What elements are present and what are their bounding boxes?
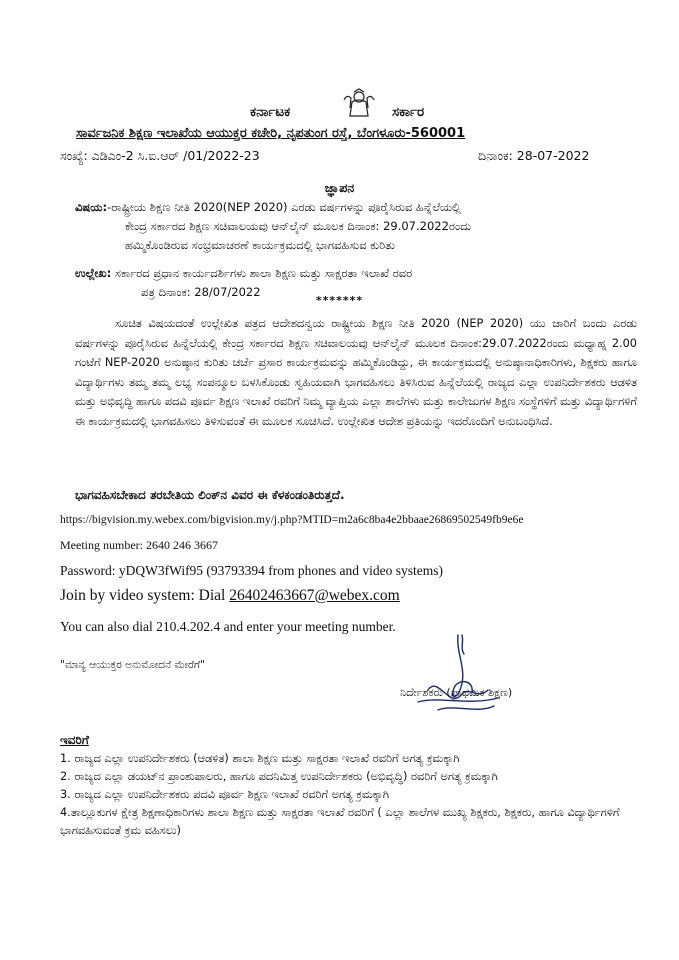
- document-title: ಜ್ಞಾಪನ: [324, 180, 355, 195]
- list-item: 4.ತಾಲ್ಲೂಕುಗಳ ಕ್ಷೇತ್ರ ಶಿಕ್ಷಣಾಧಿಕಾರಿಗಳು ಶಾಲಾ ಶಿಕ್ಷಣ ಮತ್ತು ಸಾಕ್ಷರತಾ ಇಲಾಖೆ ರವರಿಗೆ ( ಎಲ್ಲಾ ಶಾಲೆಗಳ ಮುಖ್ಯ ಶಿಕ್ಷಕರು, ಶಿಕ್ಷಕರು, ಹಾಗೂ ವಿದ್ಯಾರ್ಥಿಗಳಿಗೆ ಭಾಗವಹಿಸುವಂತೆ ಕ್ರಮ ವಹಿಸಲು): [60, 806, 620, 837]
- reference-line-2: ಪತ್ರ ದಿನಾಂಕ: 28/07/2022: [141, 285, 261, 299]
- meeting-password: Password: yDQW3fWif95 (93793394 from phones and video systems): [60, 563, 444, 578]
- subject-line-2: ಕೇಂದ್ರ ಸರ್ಕಾರದ ಶಿಕ್ಷಣ ಸಚಿವಾಲಯವು ಆನ್‌ಲೈನ್ ಮೂಲಕ ದಿನಾಂಕ: 29.07.2022ರಂದು: [125, 219, 472, 233]
- signatory-designation: ನಿರ್ದೇಶಕರು (ಪ್ರಾಥಮಿಕ ಶಿಕ್ಷಣ): [400, 686, 513, 699]
- subject-label: ವಿಷಯ:: [75, 200, 108, 214]
- subject-line-1: -ರಾಷ್ಟ್ರೀಯ ಶಿಕ್ಷಣ ನೀತಿ 2020(NEP 2020) ಎರಡು ವರ್ಷಗಳನ್ನು ಪೂರೈಸಿರುವ ಹಿನ್ನೆಲೆಯಲ್ಲಿ: [107, 200, 461, 214]
- join-by-video: [60, 587, 400, 605]
- state-emblem-icon: [336, 88, 382, 122]
- list-item: 1. ರಾಜ್ಯದ ಎಲ್ಲಾ ಉಪನಿರ್ದೇಶಕರು (ಆಡಳಿತ) ಶಾಲಾ ಶಿಕ್ಷಣ ಮತ್ತು ಸಾಕ್ಷರತಾ ಇಲಾಖೆ ರವರಿಗೆ ಅಗತ್ಯ ಕ್ರಮಕ್ಕಾಗಿ: [60, 752, 460, 765]
- subject-line-3: ಹಮ್ಮಿಕೊಂಡಿರುವ ಸಂಭ್ರಮಾಚರಣೆ ಕಾರ್ಯಕ್ರಮದಲ್ಲಿ ಭಾಗವಹಿಸುವ ಕುರಿತು: [125, 238, 395, 252]
- join-prefix: Join by video system: Dial: [60, 587, 230, 604]
- recipients-heading: ಇವರಿಗೆ: [60, 733, 89, 747]
- signature-icon: [398, 630, 518, 724]
- subject-block: [75, 198, 635, 255]
- document-date: ದಿನಾಂಕ: 28-07-2022: [478, 148, 590, 163]
- state-name-right: ಸರ್ಕಾರ: [392, 104, 425, 120]
- separator: *******: [315, 294, 364, 307]
- reference-label: ಉಲ್ಲೇಖ:: [75, 266, 112, 280]
- state-name-left: ಕರ್ನಾಟಕ: [250, 104, 291, 120]
- office-address: ಸಾರ್ವಜನಿಕ ಶಿಕ್ಷಣ ಇಲಾಖೆಯ ಆಯುಕ್ತರ ಕಚೇರಿ, ನೃಪತುಂಗ ರಸ್ತೆ, ಬೆಂಗಳೂರು-560001: [76, 126, 466, 141]
- join-address-link[interactable]: 26402463667@webex.com: [229, 587, 400, 604]
- link-heading: ಭಾಗವಹಿಸಬೇಕಾದ ತರಬೇತಿಯ ಲಿಂಕ್‌ನ ವಿವರ ಈ ಕೆಳಕಂಡಂತಿರುತ್ತದೆ.: [75, 488, 345, 502]
- recipients-list: [60, 750, 640, 840]
- reference-line-1: ಸರ್ಕಾರದ ಪ್ರಧಾನ ಕಾರ್ಯದರ್ಶಿಗಳು ಶಾಲಾ ಶಿಕ್ಷಣ ಮತ್ತು ಸಾಕ್ಷರತಾ ಇಲಾಖೆ ರವರ: [111, 266, 413, 280]
- meeting-number: Meeting number: 2640 246 3667: [60, 538, 218, 552]
- meeting-url[interactable]: https://bigvision.my.webex.com/bigvision.my/j.php?MTID=m2a6c8ba4e2bbaae26869502549fb9e6e: [60, 514, 524, 526]
- list-item: 3. ರಾಜ್ಯದ ಎಲ್ಲಾ ಉಪನಿರ್ದೇಶಕರು ಪದವಿ ಪೂರ್ವ ಶಿಕ್ಷಣ ಇಲಾಖೆ ರವರಿಗೆ ಅಗತ್ಯ ಕ್ರಮಕ್ಕಾಗಿ: [60, 788, 389, 801]
- body-paragraph: ಸೂಚಿತ ವಿಷಯದಂತೆ ಉಲ್ಲೇಖಿತ ಪತ್ರದ ಆದೇಶದನ್ವಯ ರಾಷ್ಟ್ರೀಯ ಶಿಕ್ಷಣ ನೀತಿ 2020 (NEP 2020) ಯು ಜಾರಿಗೆ ಬಂದು ಎರಡು ವರ್ಷಗಳನ್ನು ಪೂರೈಸಿರುವ ಹಿನ್ನೆಲೆಯಲ್ಲಿ ಕೇಂದ್ರ ಸರ್ಕಾರದ ಶಿಕ್ಷಣ ಸಚಿವಾಲಯವು ಆನ್‌ಲೈನ್ ಮೂಲಕ ದಿನಾಂಕ:29.07.2022ರಂದು ಮಧ್ಯಾಹ್ನ 2.00 ಗಂಟೆಗೆ NEP-2020 ಅನುಷ್ಠಾನ ಕುರಿತು ಚರ್ಚೆ ಪ್ರಸಾರ ಕಾರ್ಯಕ್ರಮವನ್ನು ಹಮ್ಮಿಕೊಂಡಿದ್ದು, ಈ ಕಾರ್ಯಕ್ರಮದಲ್ಲಿ ಅನುಷ್ಠಾನಾಧಿಕಾರಿಗಳು, ಶಿಕ್ಷಕರು ಹಾಗೂ ವಿದ್ಯಾರ್ಥಿಗಳು ತಮ್ಮ ತಮ್ಮ ಲಭ್ಯ ಸಂಪನ್ಮೂಲ ಬಳಸಿಕೊಂಡು ಸ್ವಹಿಯವಾಗಿ ಭಾಗವಹಿಸಲು ತಿಳಿಸಿರುವ ಹಿನ್ನೆಲೆಯಲ್ಲಿ ರಾಜ್ಯದ ಎಲ್ಲಾ ಉಪನಿರ್ದೇಶಕರು ಆಡಳಿತ ಮತ್ತು ಅಭಿವೃದ್ಧಿ ಹಾಗೂ ಪದವಿ ಪೂರ್ವ ಶಿಕ್ಷಣ ಇಲಾಖೆ ರವರಿಗೆ ನಿಮ್ಮ ವ್ಯಾಪ್ತಿಯ ಎಲ್ಲಾ ಶಾಲೆಗಳು ಮತ್ತು ಕಾಲೇಜುಗಳ ಶಿಕ್ಷಣ ಸಂಸ್ಥೆಗಳಿಗೆ ಮತ್ತು ವಿದ್ಯಾರ್ಥಿಗಳಿಗೆ ಈ ಕಾರ್ಯಕ್ರಮದಲ್ಲಿ ಭಾಗವಹಿಸಲು ತಿಳಿಸುವಂತೆ ಈ ಮೂಲಕ ಸೂಚಿಸಿದೆ. ಉಲ್ಲೇಖಿತ ಆದೇಶ ಪ್ರತಿಯನ್ನು ಇದರೊಂದಿಗೆ ಅನುಬಂಧಿಸಿದೆ.: [75, 317, 637, 428]
- approval-note: "ಮಾನ್ಯ ಆಯುಕ್ತರ ಅನುಮೋದನೆ ಮೇರೆಗೆ": [60, 659, 205, 671]
- dial-note: You can also dial 210.4.202.4 and enter your meeting number.: [60, 619, 396, 634]
- list-item: 2. ರಾಜ್ಯದ ಎಲ್ಲಾ ಡಯಟ್‌ನ ಪ್ರಾಂಶುಪಾಲರು, ಹಾಗೂ ಪದನಿಮಿತ್ತ ಉಪನಿರ್ದೇಶಕರು (ಅಭಿವೃದ್ಧಿ) ರವರಿಗೆ ಅಗತ್ಯ ಕ್ರಮಕ್ಕಾಗಿ: [60, 770, 498, 783]
- reference-number: ಸಂಖ್ಯೆ: ಎಡಿಎಂ-2 ಸಿ.ಐ.ಆರ್ /01/2022-23: [60, 148, 260, 163]
